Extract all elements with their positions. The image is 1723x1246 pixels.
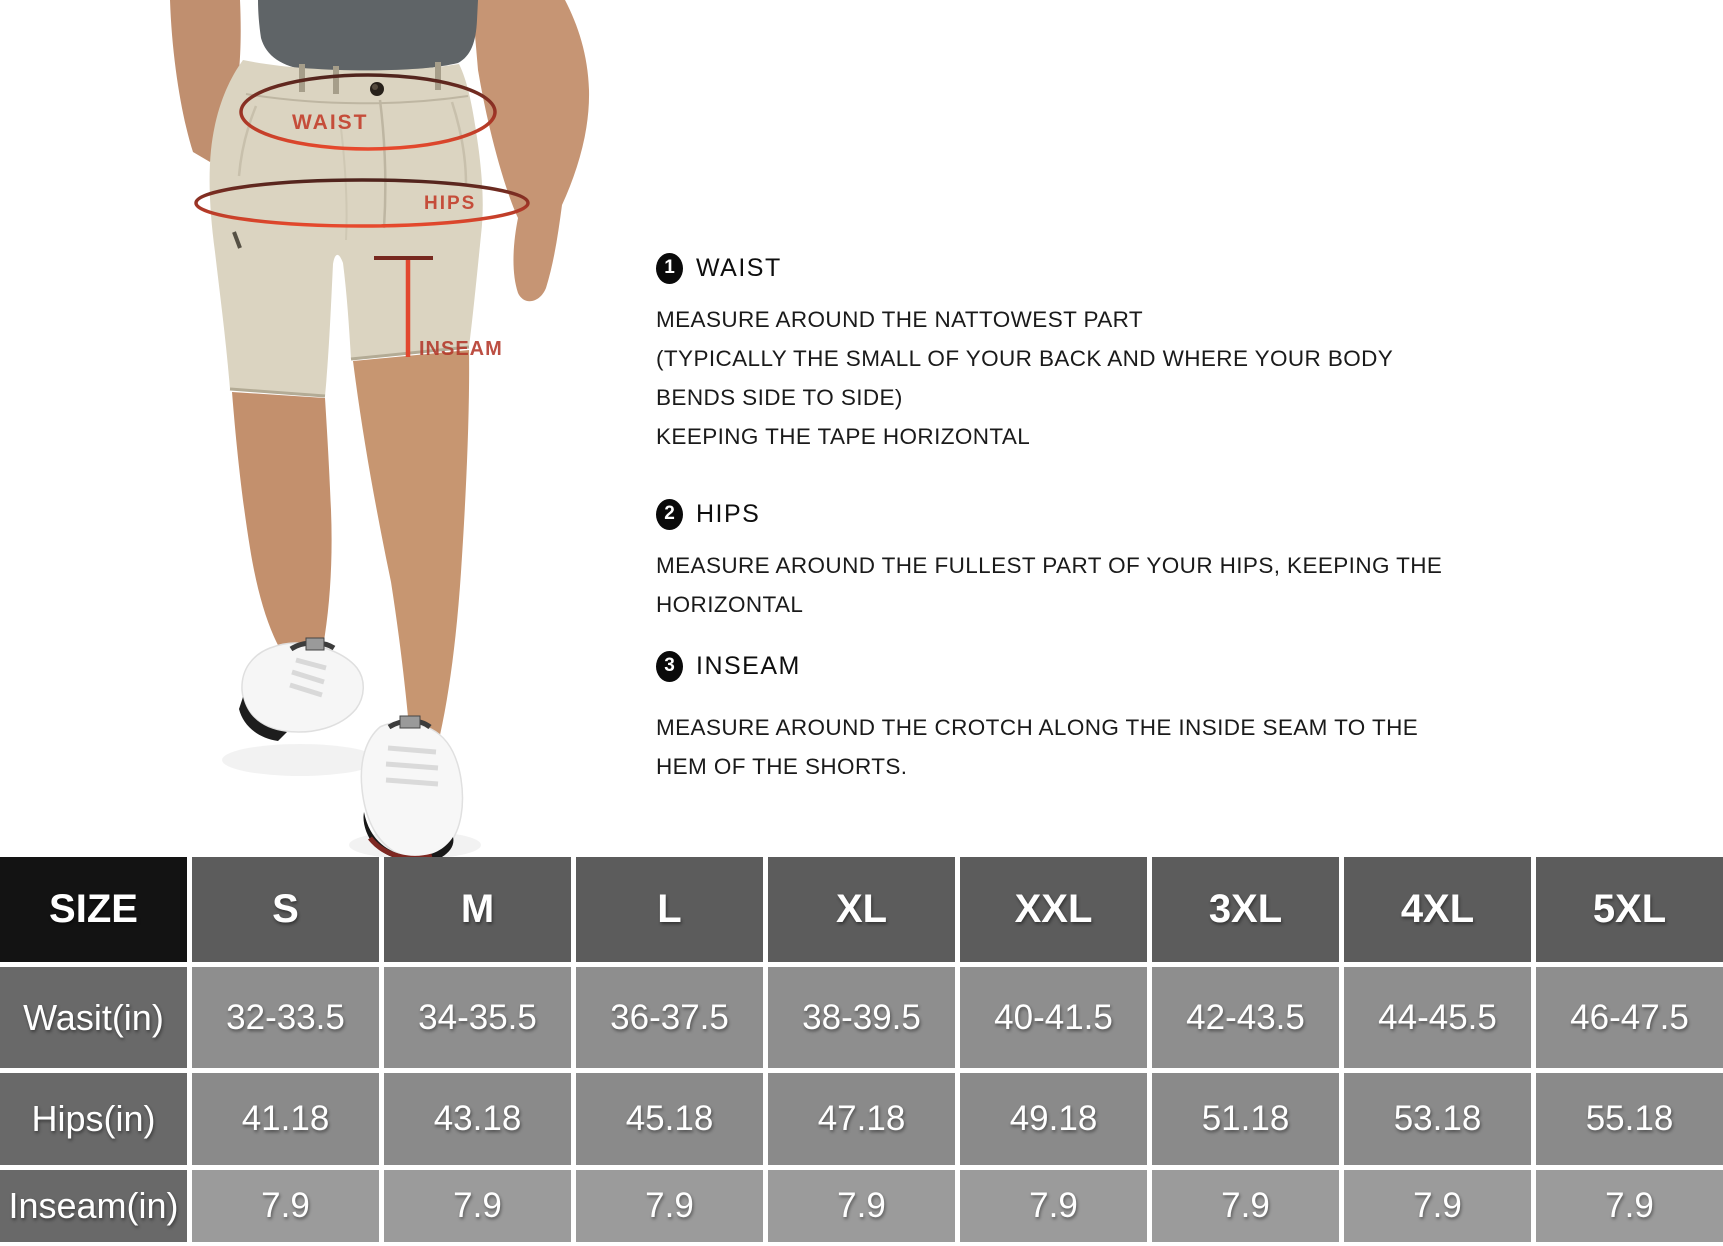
instruction-line: MEASURE AROUND THE FULLEST PART OF YOUR HIPS, KEEPING THE — [656, 553, 1443, 578]
hips-value: 41.18 — [192, 1073, 379, 1165]
table-header-5xl: 5XL — [1536, 857, 1723, 962]
instruction-waist — [656, 250, 1393, 456]
inseam-value: 7.9 — [1152, 1170, 1339, 1242]
hips-value: 51.18 — [1152, 1073, 1339, 1165]
waist-value: 36-37.5 — [576, 967, 763, 1068]
right-arm — [472, 0, 589, 301]
instruction-inseam — [656, 648, 1418, 786]
hips-value: 47.18 — [768, 1073, 955, 1165]
instruction-waist-title: WAIST — [696, 253, 782, 282]
instruction-waist-heading — [656, 250, 1393, 286]
model-illustration — [0, 0, 600, 857]
waist-value: 42-43.5 — [1152, 967, 1339, 1068]
model-photo — [0, 0, 600, 857]
hips-value: 49.18 — [960, 1073, 1147, 1165]
instruction-line: HEM OF THE SHORTS. — [656, 754, 908, 779]
waist-value: 32-33.5 — [192, 967, 379, 1068]
table-header-4xl: 4XL — [1344, 857, 1531, 962]
table-header-l: L — [576, 857, 763, 962]
right-leg — [353, 350, 469, 735]
waist-annotation-label: WAIST — [292, 111, 369, 134]
instruction-inseam-title: INSEAM — [696, 651, 801, 680]
instruction-hips — [656, 496, 1442, 624]
instruction-line: HORIZONTAL — [656, 592, 804, 617]
table-header-s: S — [192, 857, 379, 962]
step-1-badge: 1 — [656, 253, 683, 284]
hips-value: 53.18 — [1344, 1073, 1531, 1165]
instruction-hips-heading — [656, 496, 1442, 532]
instruction-waist-body — [656, 300, 1393, 456]
instruction-inseam-body — [656, 708, 1418, 786]
table-header-size: SIZE — [0, 857, 187, 962]
inseam-value: 7.9 — [960, 1170, 1147, 1242]
inseam-value: 7.9 — [768, 1170, 955, 1242]
size-table — [0, 857, 1723, 1246]
instruction-hips-title: HIPS — [696, 499, 761, 528]
waist-value: 46-47.5 — [1536, 967, 1723, 1068]
waist-value: 38-39.5 — [768, 967, 955, 1068]
instruction-line: (TYPICALLY THE SMALL OF YOUR BACK AND WHERE YOUR BODY — [656, 346, 1394, 371]
row-label-inseam: Inseam(in) — [0, 1170, 187, 1242]
waist-value: 34-35.5 — [384, 967, 571, 1068]
row-label-waist: Wasit(in) — [0, 967, 187, 1068]
right-shoe-tongue-tag — [400, 716, 420, 728]
inseam-value: 7.9 — [1536, 1170, 1723, 1242]
step-2-badge: 2 — [656, 499, 683, 530]
left-leg — [232, 392, 332, 660]
instruction-inseam-heading — [656, 648, 1418, 684]
waist-button-highlight — [372, 84, 378, 90]
inseam-value: 7.9 — [192, 1170, 379, 1242]
instruction-line: KEEPING THE TAPE HORIZONTAL — [656, 424, 1031, 449]
instruction-line: MEASURE AROUND THE CROTCH ALONG THE INSIDE SEAM TO THE — [656, 715, 1419, 740]
waist-value: 40-41.5 — [960, 967, 1147, 1068]
inseam-annotation-label: INSEAM — [419, 338, 503, 360]
table-header-xxl: XXL — [960, 857, 1147, 962]
inseam-value: 7.9 — [384, 1170, 571, 1242]
inseam-value: 7.9 — [576, 1170, 763, 1242]
table-header-xl: XL — [768, 857, 955, 962]
table-header-m: M — [384, 857, 571, 962]
instruction-line: MEASURE AROUND THE NATTOWEST PART — [656, 307, 1144, 332]
hips-value: 55.18 — [1536, 1073, 1723, 1165]
left-shoe-tongue-tag — [306, 638, 324, 650]
inseam-value: 7.9 — [1344, 1170, 1531, 1242]
step-3-badge: 3 — [656, 651, 683, 682]
waist-value: 44-45.5 — [1344, 967, 1531, 1068]
hips-annotation-label: HIPS — [424, 193, 477, 214]
table-header-3xl: 3XL — [1152, 857, 1339, 962]
row-label-hips: Hips(in) — [0, 1073, 187, 1165]
hips-value: 45.18 — [576, 1073, 763, 1165]
ground-shadow — [222, 744, 378, 776]
instruction-line: BENDS SIDE TO SIDE) — [656, 385, 903, 410]
shirt — [258, 0, 478, 72]
hips-value: 43.18 — [384, 1073, 571, 1165]
instruction-hips-body — [656, 546, 1442, 624]
